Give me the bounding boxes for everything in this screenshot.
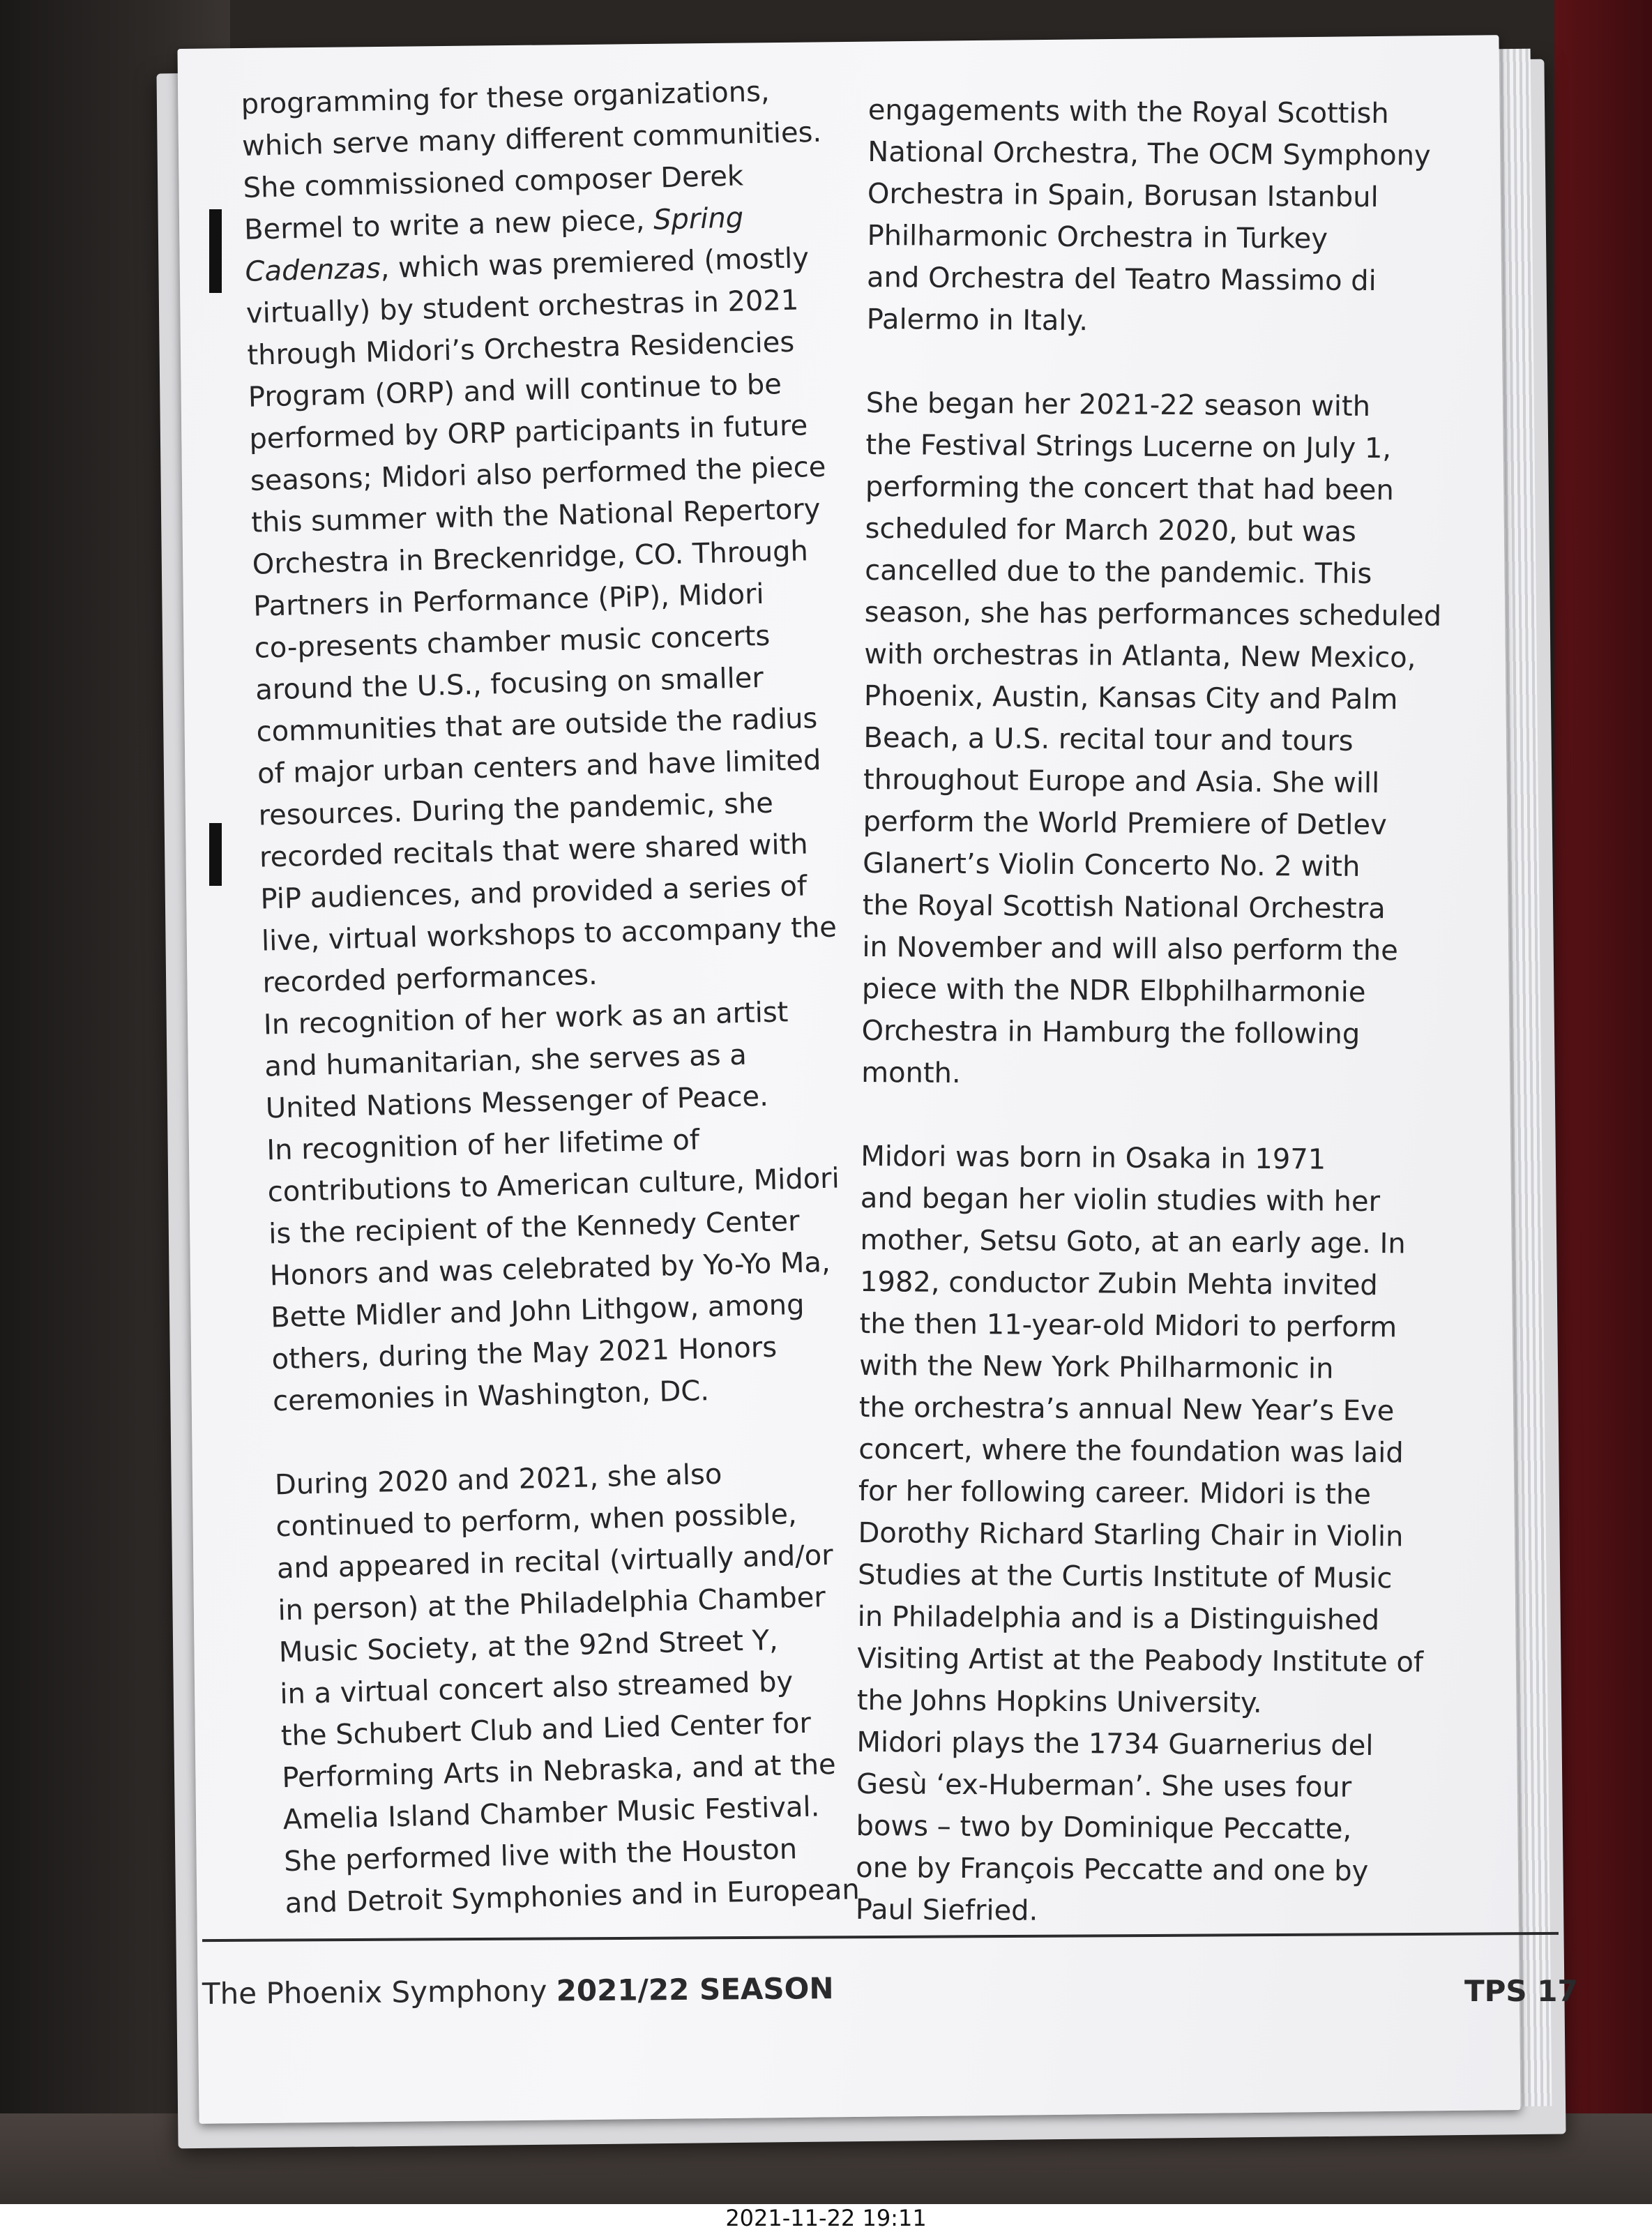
text-line: cancelled due to the pandemic. This [865,554,1372,591]
photo-timestamp: 2021-11-22 19:11 [0,2204,1652,2232]
text-line: around the U.S., focusing on smaller [255,661,764,707]
text-line: the Royal Scottish National Orchestra [862,889,1386,926]
text-line: Beach, a U.S. recital tour and tours [863,721,1354,757]
work-title: Spring [653,202,744,236]
publication-name: The Phoenix Symphony [202,1973,556,2011]
text-line: this summer with the National Repertory [250,492,821,539]
text-line: Midori was born in Osaka in 1971 [861,1140,1326,1176]
text-line: the Festival Strings Lucerne on July 1, [865,428,1392,465]
text-line: Glanert’s Violin Concerto No. 2 with [863,847,1361,883]
text-line: and began her violin studies with her [860,1182,1381,1219]
text-line: and Detroit Symphonies and in European [285,1873,861,1920]
text-line: with orchestras in Atlanta, New Mexico, [864,638,1416,674]
text-line: In recognition of her lifetime of [266,1124,700,1167]
text-line: month. [861,1056,961,1089]
text-line: piece with the NDR Elbphilharmonie [861,972,1366,1009]
text-line: seasons; Midori also performed the piece [250,451,826,497]
text-line: the Johns Hopkins University. [856,1684,1262,1719]
text-line: Orchestra in Spain, Borusan Istanbul [867,177,1379,214]
text-line: performing the concert that had been [865,470,1394,507]
text-line: Bette Midler and John Lithgow, among [270,1288,805,1334]
spine-shadow [209,209,222,293]
text-line: During 2020 and 2021, she also [274,1458,722,1502]
text-line: in person) at the Philadelphia Chamber [277,1581,826,1627]
text-line: programming for these organizations, [241,75,771,121]
text-line: Bermel to write a new piece, [243,204,654,246]
paragraph-gap [861,1094,1468,1140]
text-line: She commissioned composer Derek [243,160,744,204]
text-line: Palermo in Italy. [866,303,1089,338]
text-line: which serve many different communities. [241,116,822,163]
text-line: PiP audiences, and provided a series of [260,870,808,916]
text-line: , which was premiered (mostly [380,242,810,285]
text-line: in November and will also perform the [862,930,1398,967]
paragraph [857,1136,1468,1726]
text-line: throughout Europe and Asia. She will [863,763,1380,800]
text-line: Amelia Island Chamber Music Festival. [282,1790,820,1837]
paragraph-gap [866,340,1473,386]
work-title: Cadenzas [245,252,381,288]
text-line: Gesù ‘ex-Huberman’. She uses four [856,1767,1352,1804]
season-label: 2021/22 SEASON [556,1971,834,2008]
text-line: virtually) by student orchestras in 2021 [245,284,799,330]
paragraph [241,68,877,1004]
paragraph [263,989,879,1129]
text-line: season, she has performances scheduled [864,596,1442,633]
text-line: In recognition of her work as an artist [263,996,789,1041]
text-line: Studies at the Curtis Institute of Music [857,1558,1393,1595]
text-line: and humanitarian, she serves as a [264,1039,748,1083]
text-line: recorded performances. [262,958,598,1000]
text-line: and appeared in recital (virtually and/or [276,1539,834,1585]
text-line: communities that are outside the radius [256,702,818,748]
text-line: for her following career. Midori is the [858,1475,1372,1511]
right-column [856,89,1475,1935]
text-line: Honors and was celebrated by Yo-Yo Ma, [269,1246,831,1292]
text-line: Orchestra in Hamburg the following [861,1014,1361,1050]
text-line: scheduled for March 2020, but was [865,512,1356,548]
text-line: Program (ORP) and will continue to be [248,368,782,414]
text-line: Performing Arts in Nebraska, and at the [281,1748,837,1795]
paragraph [274,1449,899,1924]
text-line: ceremonies in Washington, DC. [272,1375,710,1418]
paragraph [266,1115,887,1422]
text-line: the orchestra’s annual New Year’s Eve [858,1391,1395,1428]
text-line: She performed live with the Houston [283,1833,798,1878]
text-line: is the recipient of the Kennedy Center [268,1205,801,1251]
text-line: Midori plays the 1734 Guarnerius del [856,1726,1374,1763]
text-line: in a virtual concert also streamed by [279,1666,794,1711]
text-line: 1982, conductor Zubin Mehta invited [859,1265,1378,1302]
text-line: United Nations Messenger of Peace. [265,1080,769,1125]
text-line: Music Society, at the 92nd Street Y, [278,1624,779,1669]
text-line: the then 11-year-old Midori to perform [859,1307,1397,1344]
text-line: Visiting Artist at the Peabody Institute of [857,1642,1424,1679]
footer-publication [202,1971,834,2011]
text-line: others, during the May 2021 Honors [271,1331,778,1376]
text-line: perform the World Premiere of Detlev [863,805,1387,842]
text-line: contributions to American culture, Midori [267,1162,840,1209]
text-line: recorded recitals that were shared with [259,828,809,874]
text-line: resources. During the pandemic, she [258,787,774,832]
text-line: continued to perform, when possible, [275,1498,798,1544]
page-number: TPS 17 [1464,1974,1578,2008]
text-line: Orchestra in Breckenridge, CO. Through [252,535,809,581]
text-line: with the New York Philharmonic in [859,1349,1334,1385]
text-line: bows – two by Dominique Peccatte, [856,1809,1352,1846]
paragraph [861,382,1473,1098]
text-line: engagements with the Royal Scottish [867,93,1389,130]
text-line: Phoenix, Austin, Kansas City and Palm [863,679,1398,716]
text-line: mother, Setsu Goto, at an early age. In [860,1223,1406,1260]
text-line: She began her 2021-22 season with [865,386,1371,423]
text-line: Dorothy Richard Starling Chair in Violin [858,1516,1404,1553]
paragraph [856,1721,1464,1935]
text-line: in Philadelphia and is a Distinguished [857,1600,1380,1637]
text-line: the Schubert Club and Lied Center for [280,1707,812,1753]
text-line: live, virtual workshops to accompany the [261,911,838,958]
paragraph [866,89,1474,345]
text-line: and Orchestra del Teatro Massimo di [866,261,1377,298]
text-line: concert, where the foundation was laid [858,1433,1404,1470]
text-line: Partners in Performance (PiP), Midori [252,578,765,623]
text-line: through Midori’s Orchestra Residencies [246,326,795,372]
spine-shadow [209,823,222,886]
text-line: of major urban centers and have limited [257,744,821,790]
text-line: performed by ORP participants in future [248,409,808,455]
text-line: one by François Peccatte and one by [856,1851,1369,1888]
text-line: National Orchestra, The OCM Symphony [867,135,1431,172]
text-line: Paul Siefried. [855,1893,1038,1927]
text-line: Philharmonic Orchestra in Turkey [867,219,1328,255]
text-line: co-presents chamber music concerts [254,619,771,665]
left-column [241,68,899,1924]
background-right [1554,0,1652,2232]
